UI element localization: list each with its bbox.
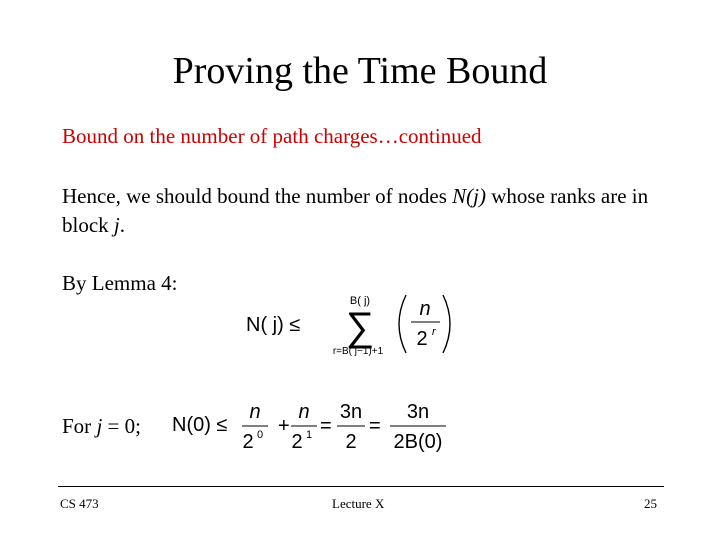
lemma-label: By Lemma 4: [62, 271, 178, 295]
for-suffix: = 0; [102, 414, 141, 438]
eq1-right-paren [443, 295, 450, 353]
eq1-upper-limit: B( j) [349, 295, 371, 307]
equation-lemma-sum [240, 288, 460, 364]
eq1-binom-top: n [419, 298, 431, 320]
for-j-label [62, 414, 141, 439]
eq2-term3-num: 3n [339, 401, 363, 423]
eq2-lhs: N(0) ≤ [172, 414, 228, 436]
para-function: N(j) [452, 184, 486, 208]
eq2-term1-num: n [249, 401, 261, 423]
for-prefix: For [62, 414, 97, 438]
eq1-lhs: N( j) ≤ [246, 314, 301, 336]
eq2-term1-base: 2 [242, 431, 254, 453]
eq1-lower-limit: r=B( j−1)+1 [332, 346, 384, 357]
equation-j-zero [168, 396, 458, 458]
eq2-term4-num: 3n [406, 401, 430, 423]
eq1-sum-symbol: ∑ [345, 305, 375, 349]
eq2-term2-exp: 1 [306, 429, 313, 441]
para-variable: j [113, 213, 120, 237]
slide-title: Proving the Time Bound [172, 50, 548, 92]
eq2-term1-exp: 0 [257, 429, 264, 441]
footer-course: CS 473 [60, 496, 99, 511]
para-text-1: Hence, we should bound the number of nodes [62, 184, 453, 208]
footer-divider [58, 486, 664, 487]
eq1-binom-exp: r [432, 326, 436, 338]
eq1-binom-base: 2 [416, 328, 428, 350]
eq2-term2-num: n [298, 401, 310, 423]
footer-lecture: Lecture X [332, 496, 385, 511]
slide-subtitle: Bound on the number of path charges…continued [62, 124, 482, 148]
eq1-left-paren [399, 295, 406, 353]
eq2-term3-den: 2 [345, 431, 357, 453]
para-text-2: whose ranks are in block [62, 184, 649, 237]
eq2-plus: + [278, 415, 290, 437]
eq2-term4-den: 2B(0) [393, 431, 443, 453]
eq2-term2-base: 2 [291, 431, 303, 453]
footer-page-number: 25 [644, 496, 657, 511]
for-variable: j [96, 414, 103, 438]
eq2-equals-1: = [320, 415, 332, 437]
para-text-3: . [119, 213, 125, 237]
eq2-equals-2: = [369, 415, 381, 437]
body-paragraph [62, 182, 662, 240]
